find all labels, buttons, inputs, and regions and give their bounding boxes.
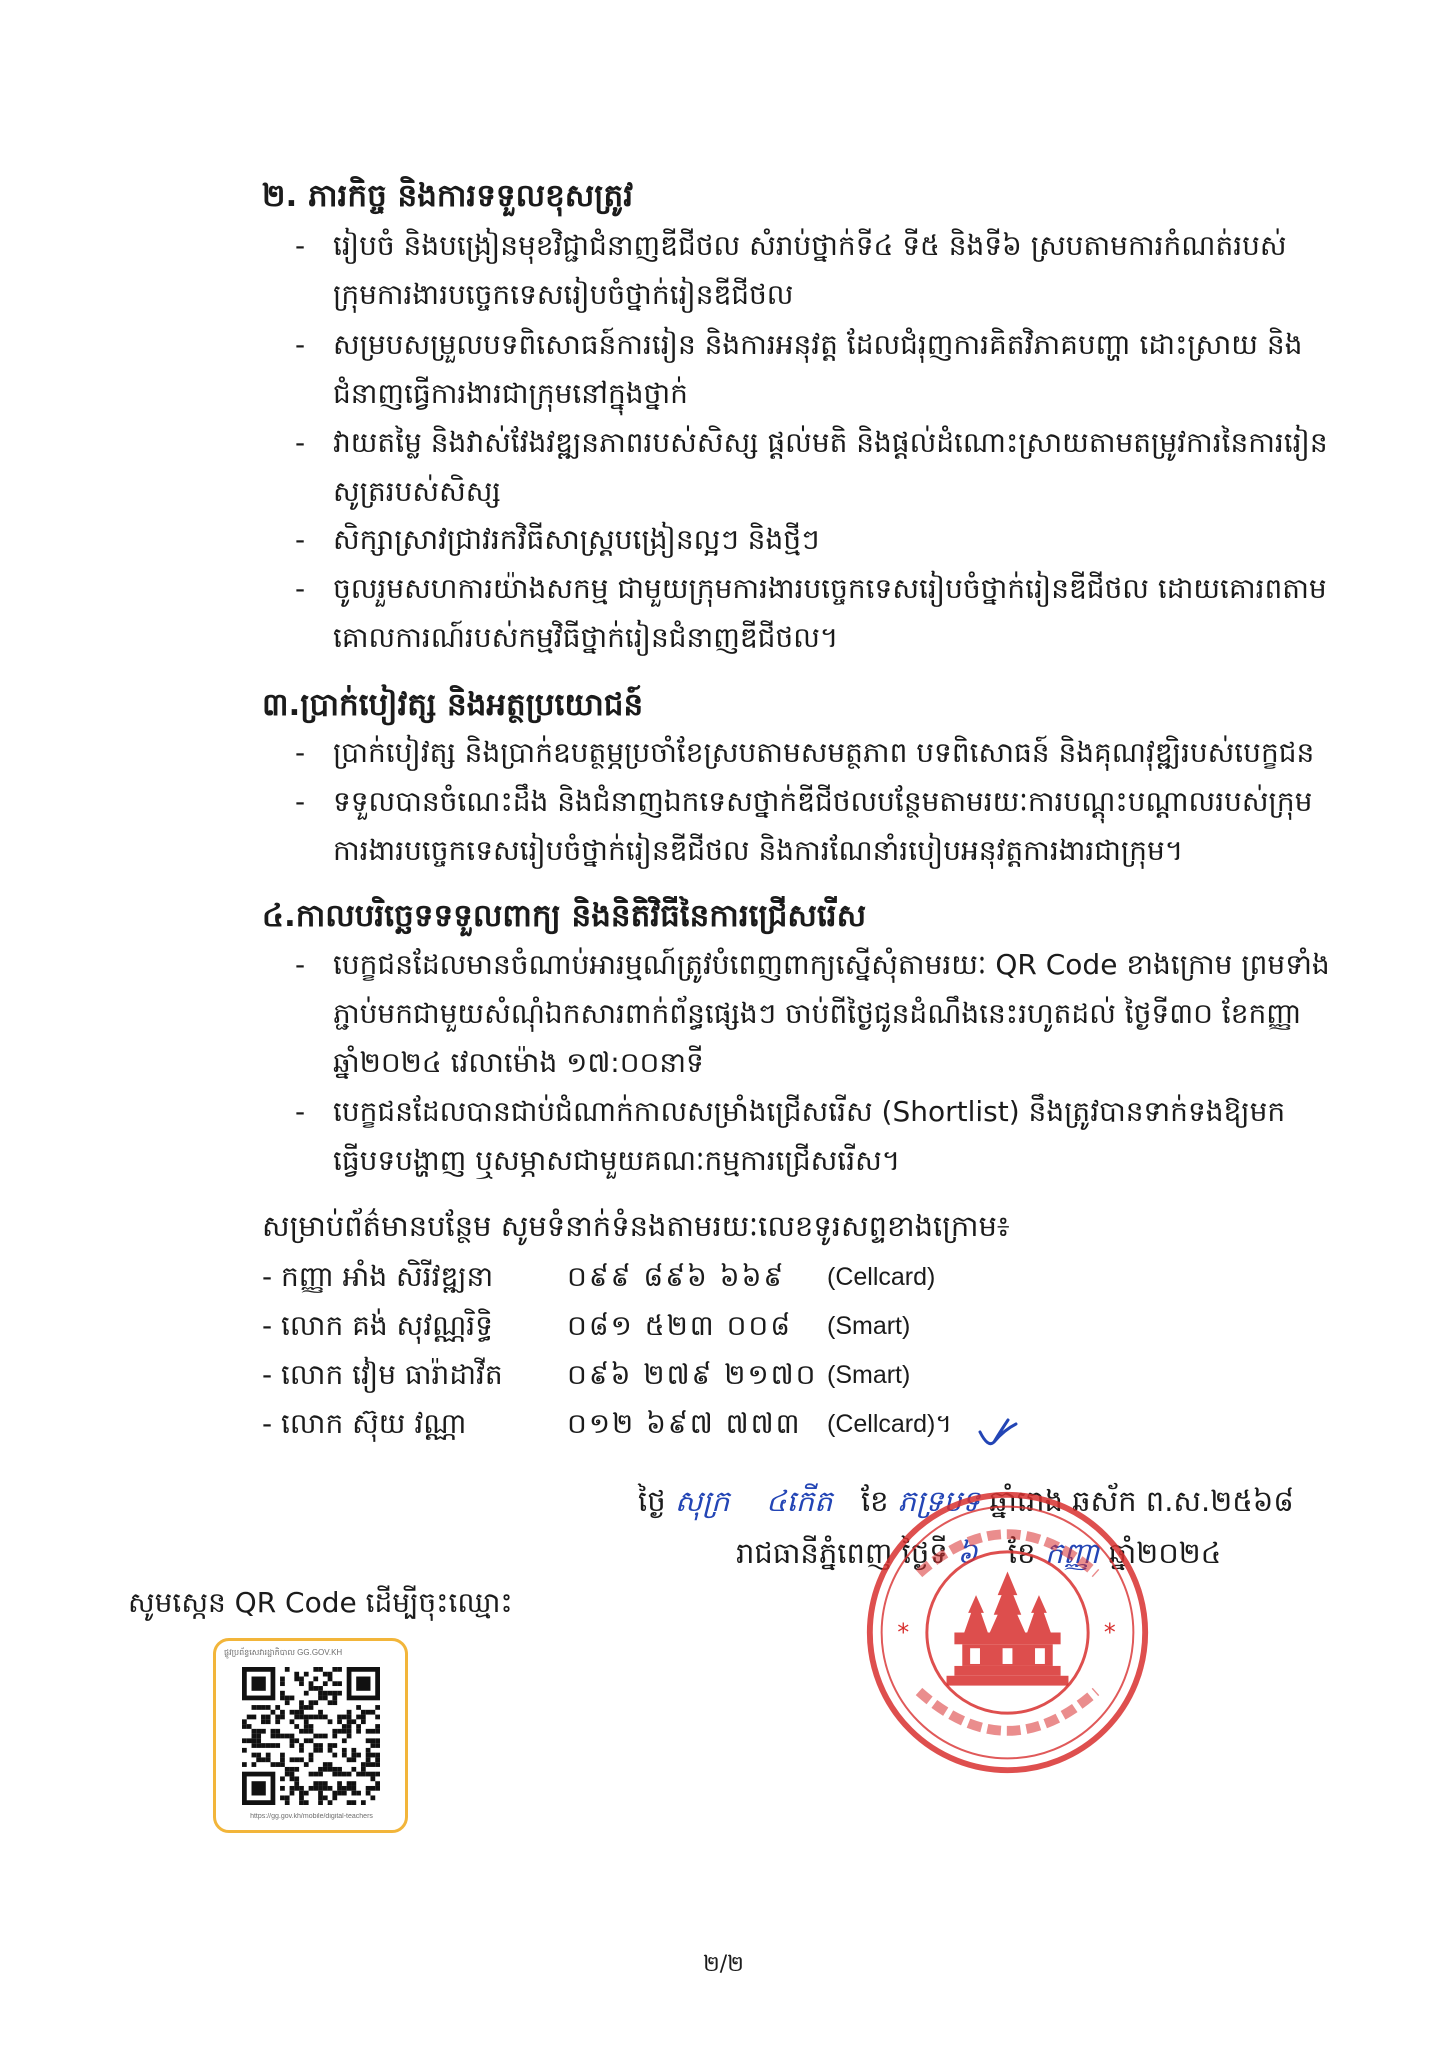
qr-url-text: https://gg.gov.kh/mobile/digital-teachers [250,1813,373,1820]
section-3-title: ៣.ប្រាក់បៀវត្ស និងអត្ថប្រយោជន៍ [262,687,644,723]
section-2-title: ២. ភារកិច្ច និងការទទួលខុសត្រូវ [262,178,634,214]
contact-operator: (Smart) [827,1361,911,1389]
contact-intro: សម្រាប់ព័ត៌មានបន្ថែម សូមទំនាក់ទំនងតាមរយៈលេខទូរសព្ទខាងក្រោម៖ [262,1209,1010,1243]
contact-phone[interactable]: ០៩៩ ៨៩៦ ៦៦៩ [567,1260,786,1293]
qr-code-card[interactable] [213,1638,408,1833]
contact-name: - កញ្ញា អាំង សិរីវឌ្ឍនា [262,1260,494,1293]
contact-name: - លោក គង់ សុវណ្ណរិទ្ធិ [262,1309,493,1342]
contact-phone[interactable]: ០៩៦ ២៧៩ ២១៧០ [567,1358,818,1391]
section-3-bullet-2: - ទទួលបានចំណេះដឹង និងជំនាញឯកទេសថ្នាក់ឌីជីថលបន្ថែមតាមរយៈការបណ្តុះបណ្តាលរបស់ក្រុមការងារបច្ចេកទេសរៀបចំថ្នាក់រៀនឌីជីថល និងការណែនាំរបៀបអនុវត្តការងារជាក្រុម។ [295,785,1313,867]
contact-operator: (Cellcard) [827,1263,936,1291]
solar-month-handwritten: កញ្ញា [1044,1536,1100,1570]
contact-phone[interactable]: ០១២ ៦៩៧ ៧៧៣ [567,1407,802,1440]
section-3-bullet-1: - ប្រាក់បៀវត្ស និងប្រាក់ឧបត្ថម្ភប្រចាំខែស្របតាមសមត្ថភាព បទពិសោធន៍ និងគុណវុឌ្ឍិរបស់បេក្ខជន [295,736,1315,769]
section-4-title: ៤.កាលបរិច្ឆេទទទួលពាក្យ និងនិតិវិធីនៃការជ្រើសរើស [262,898,867,934]
qr-caption: សូមស្កេន QR Code ដើម្បីចុះឈ្មោះ [128,1586,513,1619]
page-number: ២/២ [703,1952,744,1977]
section-4-bullet-1: - បេក្ខជនដែលមានចំណាប់អារម្មណ៍ត្រូវបំពេញពាក្យស្នើសុំតាមរយៈ QR Code ខាងក្រោម ព្រមទាំងភ្ជាប់មកជាមួយសំណុំឯកសារពាក់ព័ន្ធផ្សេងៗ ចាប់ពីថ្ងៃជូនដំណឹងនេះរហូតដល់ ថ្ងៃទី៣០ ខែកញ្ញា ឆ្នាំ២០២៤ វេលាម៉ោង ១៧:០០នាទី [295,948,1330,1079]
svg-text:*: * [897,1618,910,1647]
lunar-month-handwritten: ភទ្របទ [897,1484,981,1518]
solar-day-handwritten: ៦ [956,1536,978,1570]
official-seal-icon [860,1485,1155,1780]
section-2-bullet-5: - ចូលរួមសហការយ៉ាងសកម្ម ជាមួយក្រុមការងារបច្ចេកទេសរៀបចំថ្នាក់រៀនឌីជីថល ដោយគោរពតាមគោលការណ៍របស់កម្មវិធីថ្នាក់រៀនជំនាញឌីជីថល។ [295,572,1327,654]
section-4-bullet-2: - បេក្ខជនដែលបានជាប់ជំណាក់កាលសម្រាំងជ្រើសរើស (Shortlist) នឹងត្រូវបានទាក់ទងឱ្យមកធ្វើបទបង្ហាញ ឬសម្ភាសជាមួយគណៈកម្មការជ្រើសរើស។ [295,1095,1286,1177]
section-2-bullet-1: - រៀបចំ និងបង្រៀនមុខវិជ្ជាជំនាញឌីជីថល សំរាប់ថ្នាក់ទី៤ ទី៥ និងទី៦ ស្របតាមការកំណត់របស់ក្រុមការងារបច្ចេកទេសរៀបចំថ្នាក់រៀនឌីជីថល [295,229,1287,311]
signature-mark-icon [970,1402,1050,1462]
contact-operator: (Smart) [827,1312,911,1340]
contact-name: - លោក ស៊ុយ វណ្ណា [262,1407,467,1440]
lunar-day-handwritten: សុក្រ [674,1484,730,1518]
section-2-bullet-4: - សិក្សាស្រាវជ្រាវរកវិធីសាស្ត្របង្រៀនល្អៗ និងថ្មីៗ [295,523,820,556]
section-2-bullet-2: - សម្របសម្រួលបទពិសោធន៍ការរៀន និងការអនុវត្ត ដែលជំរុញការគិតវិភាគបញ្ហា ដោះស្រាយ និងជំនាញធ្វើការងារជាក្រុមនៅក្នុងថ្នាក់ [295,328,1303,410]
contact-name: - លោក វៀម ធារ៉ាដាវីត [262,1358,503,1391]
qr-code-icon[interactable] [242,1667,380,1805]
lunar-waxing-handwritten: ៤កើត [765,1484,833,1518]
contact-phone[interactable]: ០៨១ ៥២៣ ០០៨ [567,1309,793,1342]
lunar-date-line: ថ្ងៃ សុក្រ ៤កើត ខែ ភទ្របទ ឆ្នាំរោង ឆស័ក ព.ស.២៥៦៨ [638,1484,1294,1518]
section-2-bullet-3: - វាយតម្លៃ និងវាស់វែងវឌ្ឍនភាពរបស់សិស្ស ផ្តល់មតិ និងផ្តល់ដំណោះស្រាយតាមតម្រូវការនៃការរៀនសូត្ររបស់សិស្ស [295,426,1328,508]
contact-operator: (Cellcard)។ [827,1410,952,1438]
solar-date-line: រាជធានីភ្នំពេញ ថ្ងៃទី ៦ ខែ កញ្ញា ឆ្នាំ២០២៤ [736,1536,1222,1570]
qr-header-text: ផ្លូវប្រព័ន្ធសេវារដ្ឋាភិបាល GG.GOV.KH [224,1648,343,1657]
svg-text:*: * [1103,1618,1116,1647]
